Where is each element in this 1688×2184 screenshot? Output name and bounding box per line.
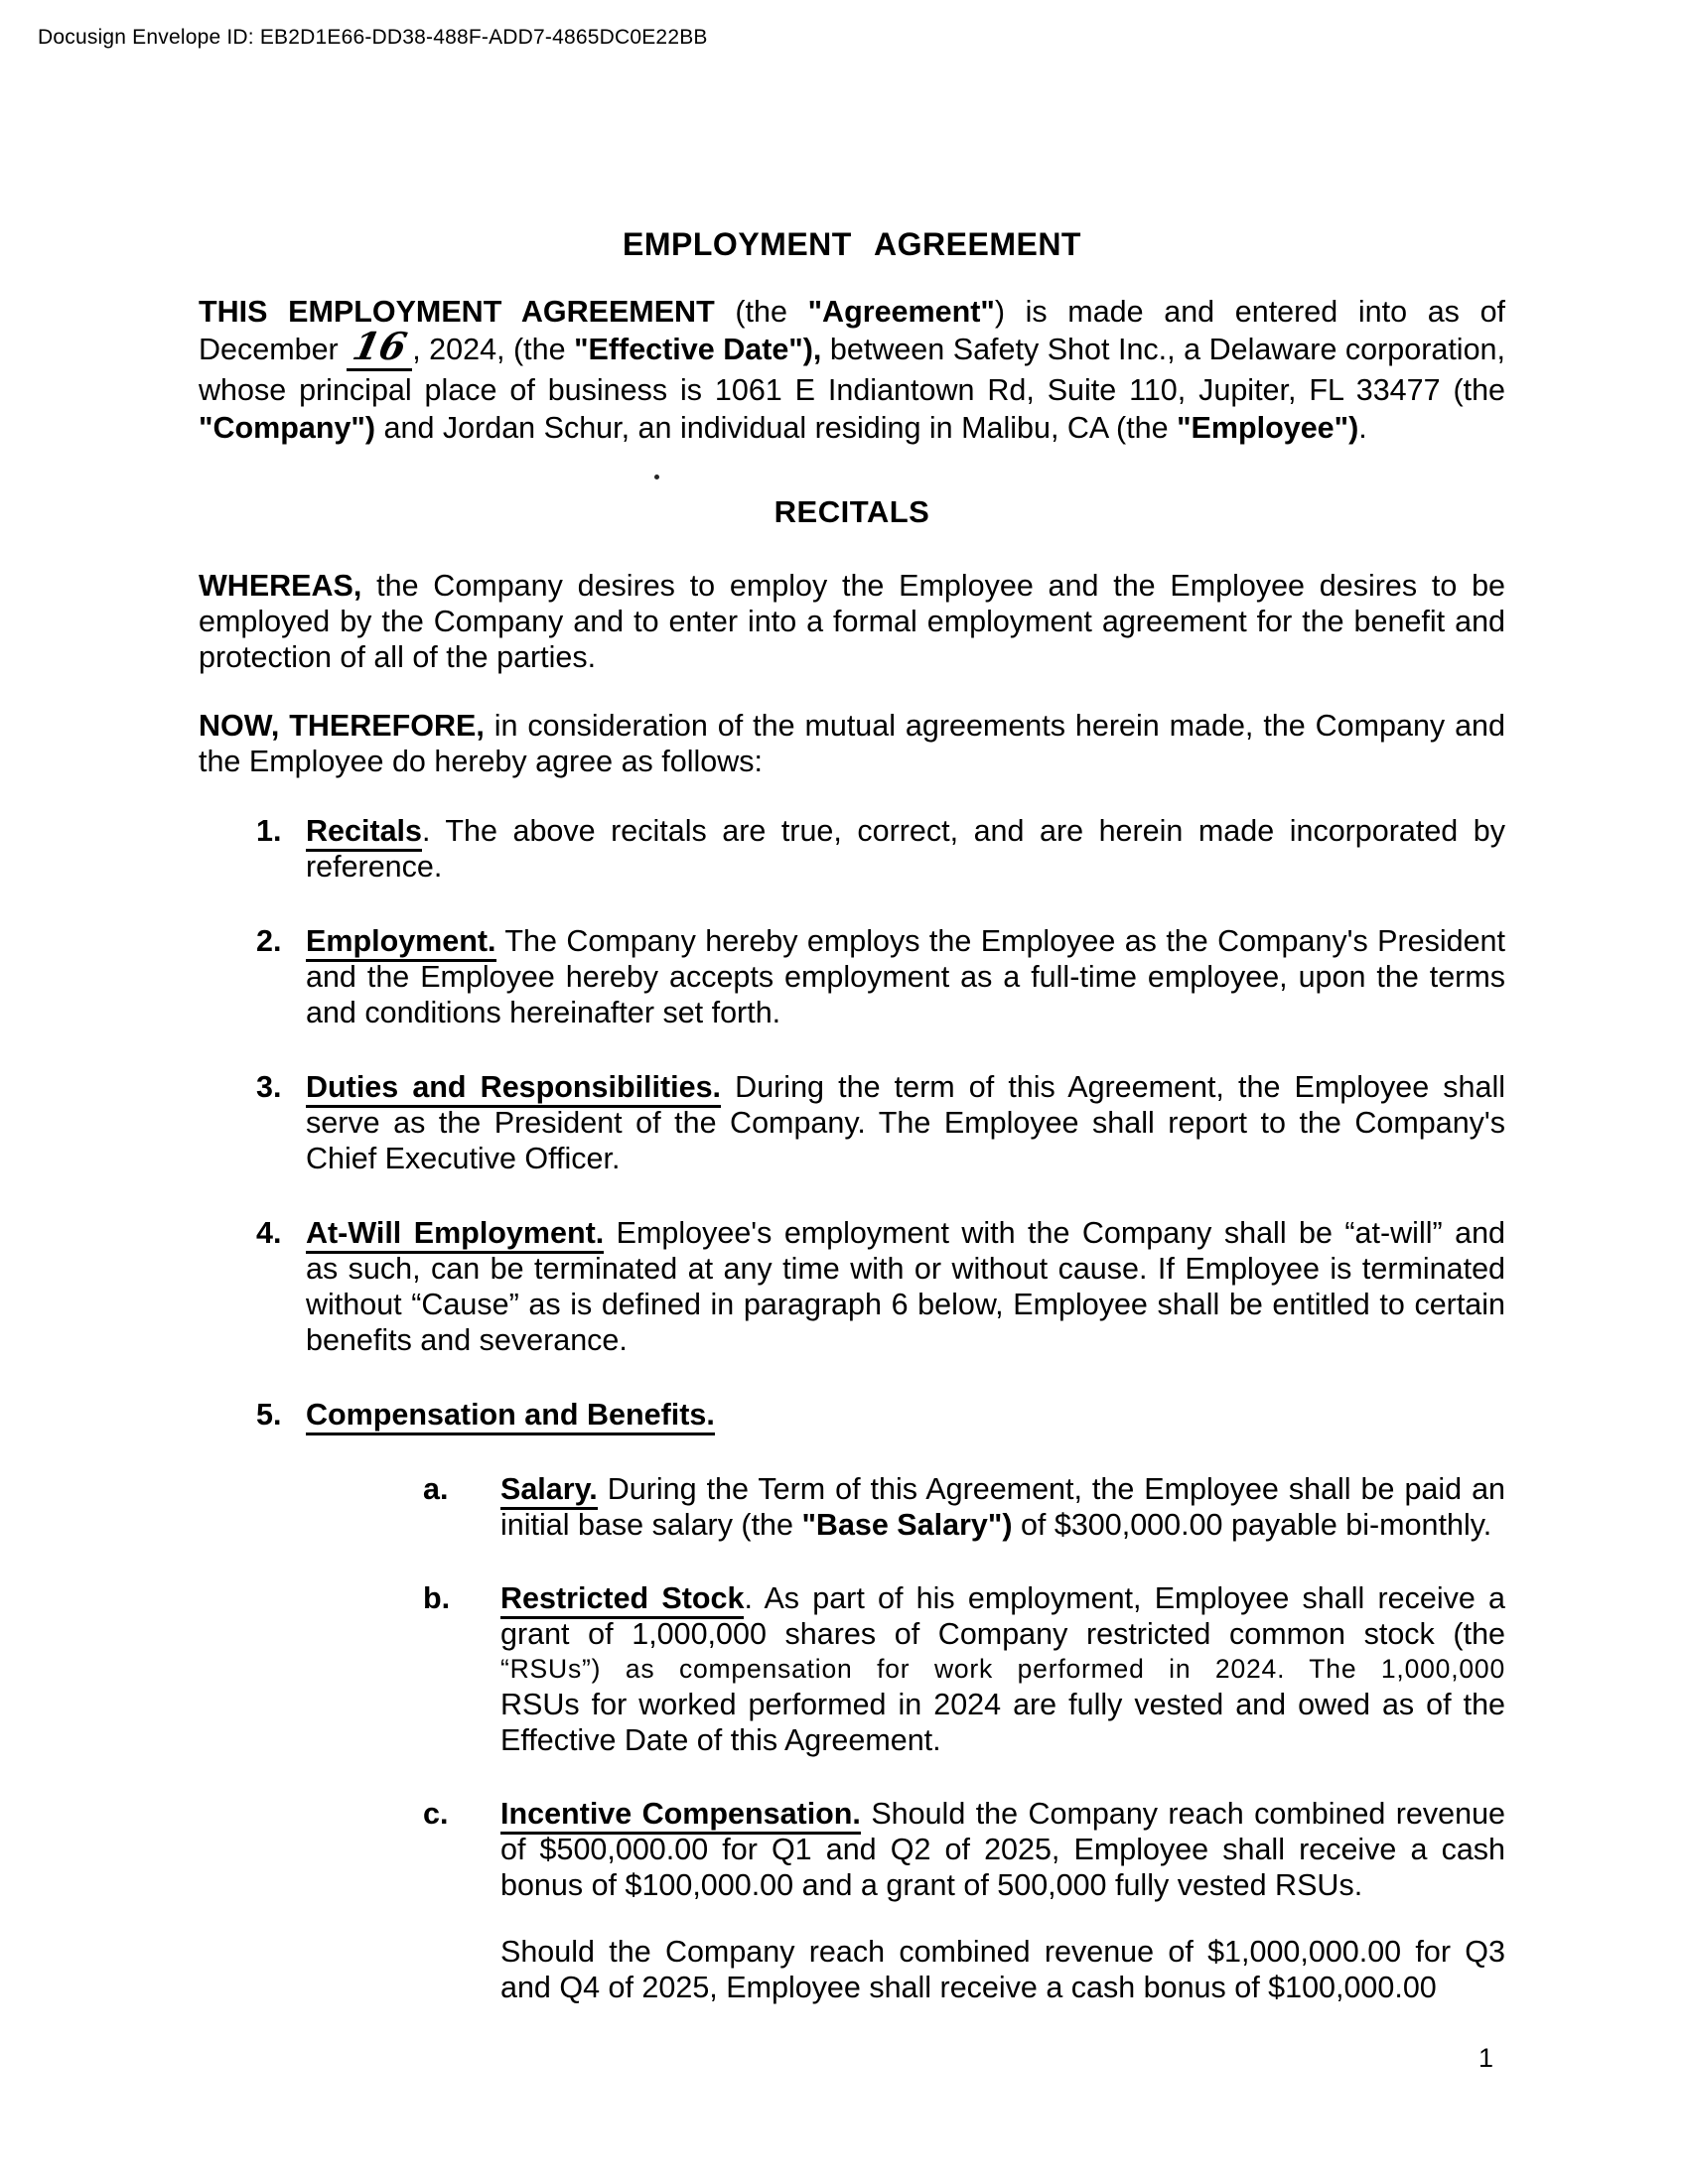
- whereas-lead: WHEREAS,: [199, 569, 362, 603]
- text-run: . The above recitals are true, correct, and are herein made incorporated by reference.: [306, 814, 1505, 884]
- item-number: 1.: [256, 814, 282, 848]
- subitem-letter: c.: [423, 1797, 449, 1831]
- subitem-paragraph: Should the Company reach combined revenue of $1,000,000.00 for Q3 and Q4 of 2025, Employee shall receive a cash bonus of $100,000.00: [500, 1935, 1505, 2004]
- text-run: between Safety Shot Inc., a Delaware corporation, whose principal place of business is 1061 E Indiantown Rd, Suite 110, Jupiter, FL 33477 (the: [199, 333, 1505, 407]
- item-heading: Recitals: [306, 814, 422, 852]
- subitem-body: [500, 1471, 1505, 1543]
- text-run: the Company desires to employ the Employee and the Employee desires to be employed by the Company and to enter into a formal employment agreement for the benefit and protection of all of the parties.: [199, 569, 1505, 674]
- item-body: [306, 923, 1505, 1030]
- defined-term-base-salary: "Base Salary"): [801, 1508, 1013, 1542]
- text-run: .: [1358, 411, 1367, 445]
- agreement-lead-text: THIS EMPLOYMENT AGREEMENT: [199, 295, 715, 329]
- text-run: and Jordan Schur, an individual residing in Malibu, CA (the: [375, 411, 1178, 445]
- text-run: . As part of his employment, Employee shall receive a grant of 1,000,000 shares of Company restricted common stock (the: [500, 1581, 1505, 1651]
- subitem-paragraph: [500, 1471, 1505, 1543]
- subitem-paragraph: [500, 1580, 1505, 1652]
- page-number: 1: [1478, 2043, 1494, 2073]
- subitem-heading: Salary.: [500, 1472, 598, 1510]
- document-title: EMPLOYMENT AGREEMENT: [623, 226, 1081, 262]
- defined-term-effective-date: "Effective Date"),: [574, 333, 822, 366]
- handwritten-day: 16: [349, 324, 411, 368]
- item-number: 2.: [256, 924, 282, 958]
- subitem-body: [500, 1580, 1505, 1758]
- subitem-letter: b.: [423, 1581, 451, 1615]
- item-heading: Duties and Responsibilities.: [306, 1070, 721, 1108]
- item-number: 4.: [256, 1216, 282, 1250]
- text-run: Employee's employment with the Company shall be “at-will” and as such, can be terminated at any time with or without cause. If Employee is terminated without “Cause” as is defined in paragraph 6 below, Employee shall be entitled to certain benefits and severance.: [306, 1216, 1505, 1357]
- item-at-will-employment: [199, 1215, 1505, 1358]
- recitals-heading: RECITALS: [774, 494, 930, 529]
- item-body: [306, 813, 1505, 885]
- subitem-salary: [199, 1471, 1505, 1543]
- item-body: [306, 1397, 1505, 1433]
- text-run: The Company hereby employs the Employee as the Company's President and the Employee hereby accepts employment as a full-time employee, upon the terms and conditions hereinafter set forth.: [306, 924, 1505, 1029]
- text-run: ) is made and entered into as of December: [199, 295, 1506, 366]
- subitem-letter: a.: [423, 1472, 449, 1506]
- item-body: [306, 1215, 1505, 1358]
- text-run: in consideration of the mutual agreements herein made, the Company and the Employee do hereby agree as follows:: [199, 709, 1505, 778]
- small-typeface-line: “RSUs”) as compensation for work performed in 2024. The 1,000,000: [500, 1654, 1505, 1684]
- subitem-restricted-stock: [199, 1580, 1505, 1758]
- subitem-paragraph: RSUs for worked performed in 2024 are fully vested and owed as of the Effective Date of this Agreement.: [500, 1688, 1505, 1757]
- document-content: [199, 0, 1505, 2043]
- now-therefore-lead: NOW, THEREFORE,: [199, 709, 485, 743]
- item-heading: Employment.: [306, 924, 496, 962]
- item-employment: [199, 923, 1505, 1030]
- scan-artifact-dot: [654, 475, 659, 479]
- whereas-paragraph: [199, 568, 1505, 675]
- docusign-envelope-id: Docusign Envelope ID: EB2D1E66-DD38-488F-ADD7-4865DC0E22BB: [38, 26, 708, 49]
- now-therefore-paragraph: [199, 708, 1505, 779]
- text-run: of $300,000.00 payable bi-monthly.: [1012, 1508, 1492, 1542]
- intro-paragraph: [199, 293, 1505, 447]
- item-recitals: [199, 813, 1505, 885]
- item-duties-and-responsibilities: [199, 1069, 1505, 1176]
- item-number: 3.: [256, 1070, 282, 1104]
- defined-term-company: "Company"): [199, 411, 376, 445]
- subitem-body: [500, 1796, 1505, 2005]
- text-run: , 2024, (the: [412, 333, 575, 366]
- text-run: During the term of this Agreement, the Employee shall serve as the President of the Company. The Employee shall report to the Company's Chief Executive Officer.: [306, 1070, 1505, 1175]
- item-compensation-and-benefits: [199, 1397, 1505, 1433]
- defined-term-agreement: "Agreement": [807, 295, 995, 329]
- text-run: During the Term of this Agreement, the Employee shall be paid an initial base salary (the: [500, 1472, 1505, 1542]
- subitem-incentive-compensation: [199, 1796, 1505, 2005]
- item-heading: Compensation and Benefits.: [306, 1398, 715, 1435]
- subitem-heading: Incentive Compensation.: [500, 1797, 861, 1835]
- effective-date-day-blank: [347, 324, 412, 371]
- text-run: Should the Company reach combined revenue of $500,000.00 for Q1 and Q2 of 2025, Employee shall receive a cash bonus of $100,000.00 and a grant of 500,000 fully vested RSUs.: [500, 1797, 1505, 1902]
- defined-term-employee: "Employee"): [1177, 411, 1359, 445]
- text-run: (the: [714, 295, 808, 329]
- item-body: [306, 1069, 1505, 1176]
- subitem-paragraph: [500, 1796, 1505, 1903]
- subitem-heading: Restricted Stock: [500, 1581, 744, 1619]
- item-number: 5.: [256, 1398, 282, 1432]
- item-heading: At-Will Employment.: [306, 1216, 604, 1254]
